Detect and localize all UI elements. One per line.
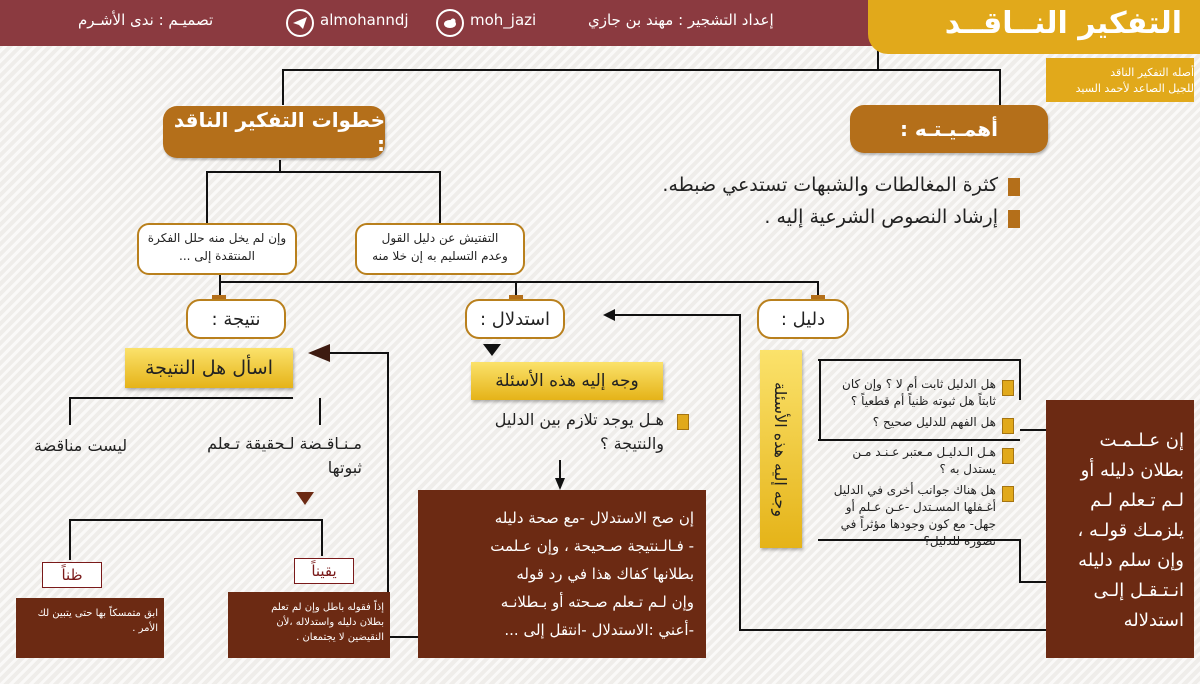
question-1-bullet	[1002, 380, 1014, 396]
question-3-bullet	[1002, 448, 1014, 464]
evidence-questions-header-text: وجه إليه هذه الأسئلة	[771, 381, 791, 517]
source-box	[1046, 58, 1194, 102]
evidence-question-4-line-3: جهل- مع كون وجودها مؤثراً في	[840, 517, 996, 531]
inference-result-line-5: -أعني :الاستدلال -انتقل إلى ...	[504, 621, 694, 639]
evidence-result-line-3: لـم تـعلم لـم	[1090, 490, 1184, 511]
source-line-1: أصله التفكير الناقد	[1110, 66, 1194, 79]
inference-result-line-3: بطلانها كفاك هذا في رد قوله	[516, 565, 694, 583]
inference-question-line-1: هـل يوجد تلازم بين الدليل	[494, 410, 664, 429]
connector-title-steps	[283, 46, 878, 105]
evidence-result-box	[1046, 400, 1194, 658]
connector-result-branches	[70, 398, 293, 425]
steps-note-right-line-2: وعدم التسليم به إن خلا منه	[372, 249, 508, 263]
presumed-box	[16, 598, 164, 658]
inference-question-bullet	[677, 414, 689, 430]
certain-label: يقيناً	[294, 558, 354, 584]
result-branch-contradicts	[207, 432, 362, 480]
result-ask-box: اسأل هل النتيجة	[125, 348, 293, 388]
question-2-bullet	[1002, 418, 1014, 434]
evidence-result-line-7: استدلاله	[1123, 610, 1184, 631]
evidence-question-4-line-2: أغـفلها المسـتدل -عـن عـلم أو	[845, 500, 996, 514]
steps-note-right-line-1: التفتيش عن دليل القول	[381, 231, 499, 245]
presumed-label: ظناً	[42, 562, 102, 588]
evidence-question-1-line-2: ثابتاً هل ثبوته ظنياً أم قطعياً ؟	[850, 394, 996, 408]
evidence-question-1	[842, 376, 996, 410]
result-branch-not-contradicting: ليست مناقضة	[34, 436, 128, 455]
inference-result-line-4: وإن لـم تـعلم صـحته أو بـطلانـه	[500, 593, 694, 611]
twitter-handle[interactable]: moh_jazi	[470, 11, 537, 29]
evidence-question-3-line-2: يستدل به ؟	[939, 462, 996, 476]
telegram-plane-icon	[286, 9, 314, 37]
connector-steps-notes	[207, 160, 280, 225]
presumed-line-1: ابق متمسكاً بها حتى يتبين لك	[37, 608, 158, 619]
prepared-by-credit: إعداد التشجير : مهند بن جازي	[588, 11, 774, 29]
evidence-question-3-line-1: هـل الـدليـل مـعتبر عـنـد مـن	[852, 445, 996, 459]
certain-line-1: إذاً فقوله باطل وإن لم تعلم	[271, 602, 384, 613]
telegram-handle[interactable]: almohanndj	[320, 11, 409, 29]
evidence-result-line-4: يلزمـك قولـه ،	[1077, 520, 1184, 541]
importance-bullet-2	[1008, 210, 1020, 228]
result-branch-contradicts-line-2: ثبوتها	[327, 458, 362, 477]
inference-pill: استدلال :	[465, 299, 565, 339]
evidence-result-line-2: بطلان دليله أو	[1080, 460, 1184, 481]
steps-note-left-line-2: المنتقدة إلى ...	[179, 249, 255, 263]
question-4-bullet	[1002, 486, 1014, 502]
steps-note-left	[137, 223, 297, 275]
inference-questions-header: وجه إليه هذه الأسئلة	[471, 362, 663, 400]
certain-box	[228, 592, 390, 658]
evidence-question-4-line-4: تصوره للدليل؟	[923, 534, 996, 548]
evidence-result-line-5: وإن سلم دليله	[1078, 550, 1184, 571]
importance-point-1: كثرة المغالطات والشبهات تستدعي ضبطه.	[662, 174, 998, 196]
result-branch-contradicts-line-1: مـنـاقـضة لـحقيقة تـعلم	[207, 434, 362, 453]
evidence-pill: دليل :	[757, 299, 849, 339]
evidence-question-2-line-1: هل الفهم للدليل صحيح ؟	[872, 415, 996, 429]
presumed-line-2: الأمر .	[132, 623, 158, 634]
steps-pill: خطوات التفكير الناقد :	[163, 106, 385, 158]
result-pill: نتيجة :	[186, 299, 286, 339]
connector-title-importance	[878, 70, 1000, 105]
steps-note-right	[355, 223, 525, 275]
evidence-question-3	[852, 444, 996, 478]
twitter-bird-icon	[436, 9, 464, 37]
evidence-question-2	[873, 414, 996, 431]
inference-result-box	[418, 490, 706, 658]
steps-note-left-line-1: وإن لم يخل منه حلل الفكرة	[147, 231, 287, 245]
page-title: التفكير النــاقــد	[944, 6, 1182, 41]
importance-point-2: إرشاد النصوص الشرعية إليه .	[764, 206, 998, 228]
evidence-question-4-line-1: هل هناك جوانب أخرى في الدليل	[833, 483, 996, 497]
importance-bullet-1	[1008, 178, 1020, 196]
evidence-question-4	[834, 482, 996, 550]
inference-result-line-2: - فـالـنتيجة صـحيحة ، وإن عـلمت	[490, 537, 694, 555]
source-line-2: للجيل الصاعد لأحمد السيد	[1075, 82, 1194, 95]
evidence-result-line-6: انـتـقـل إلـى	[1093, 580, 1184, 601]
designer-credit: تصميـم : ندى الأشـرم	[78, 11, 214, 29]
inference-question	[495, 408, 664, 456]
certain-line-3: النقيضين لا يجتمعان .	[296, 632, 384, 643]
evidence-questions-header	[760, 350, 802, 548]
inference-result-line-1: إن صح الاستدلال -مع صحة دليله	[494, 509, 694, 527]
certain-line-2: بطلان دليله واستدلاله ،لأن	[276, 617, 384, 628]
importance-pill: أهمـيـتـه :	[850, 105, 1048, 153]
inference-question-line-2: والنتيجة ؟	[599, 434, 664, 453]
evidence-result-line-1: إن عـلـمـت	[1099, 430, 1184, 451]
evidence-question-1-line-1: هل الدليل ثابت أم لا ؟ وإن كان	[842, 377, 996, 391]
